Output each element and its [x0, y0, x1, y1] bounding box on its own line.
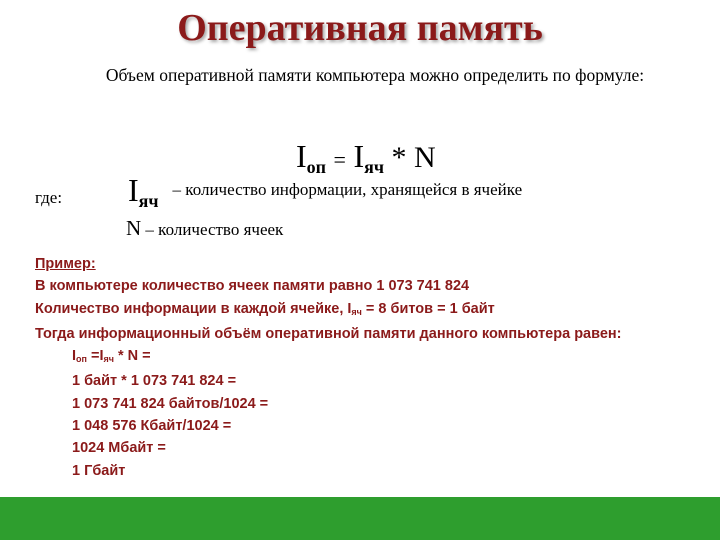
example-block [35, 253, 710, 482]
calc-sub: яч [103, 354, 114, 365]
definition-symbol: N [126, 216, 142, 240]
definition-cell-count [126, 216, 283, 241]
example-line [35, 298, 710, 323]
formula-lhs-sub: оп [306, 157, 327, 177]
definition-symbol [128, 172, 159, 211]
example-line: Тогда информационный объём оперативной памяти данного компьютера равен: [35, 325, 622, 342]
example-heading: Пример: [35, 256, 96, 272]
calc-text: I [72, 348, 77, 365]
definition-cell-info [128, 172, 522, 212]
example-line-text: Количество информации в каждой ячейке, I [35, 300, 352, 317]
calc-row: 1 048 576 Кбайт/1024 = [72, 418, 232, 435]
definition-symbol-main: I [128, 172, 139, 208]
calc-row: 1 Гбайт [72, 462, 126, 479]
formula-rhs-sub: яч [364, 157, 384, 177]
calc-text: =I [86, 348, 104, 365]
definition-text: – количество ячеек [145, 220, 284, 239]
intro-text: Объем оперативной памяти компьютера можно определить по формуле: [105, 65, 645, 85]
where-label: где: [35, 188, 63, 207]
definition-symbol-sub: яч [138, 191, 159, 211]
calc-row: 1 байт * 1 073 741 824 = [72, 373, 237, 390]
calc-row: 1024 Мбайт = [72, 440, 166, 457]
formula-equals: = [333, 147, 346, 172]
formula-lhs: I [296, 138, 307, 174]
example-line: В компьютере количество ячеек памяти равно 1 073 741 824 [35, 278, 470, 295]
formula-rest: * N [391, 141, 436, 174]
calc-sub: оп [76, 354, 87, 365]
example-line-sub: яч [351, 306, 362, 317]
footer-bar [0, 497, 720, 540]
calc-text: * N = [113, 348, 151, 365]
definition-text: – количество информации, хранящейся в ячейке [172, 180, 523, 199]
page-title: Оперативная память [177, 7, 543, 49]
formula-rhs: I [353, 138, 365, 174]
calc-row: 1 073 741 824 байтов/1024 = [72, 395, 269, 412]
example-line-tail: = 8 битов = 1 байт [361, 300, 495, 317]
calc-row [35, 345, 710, 370]
